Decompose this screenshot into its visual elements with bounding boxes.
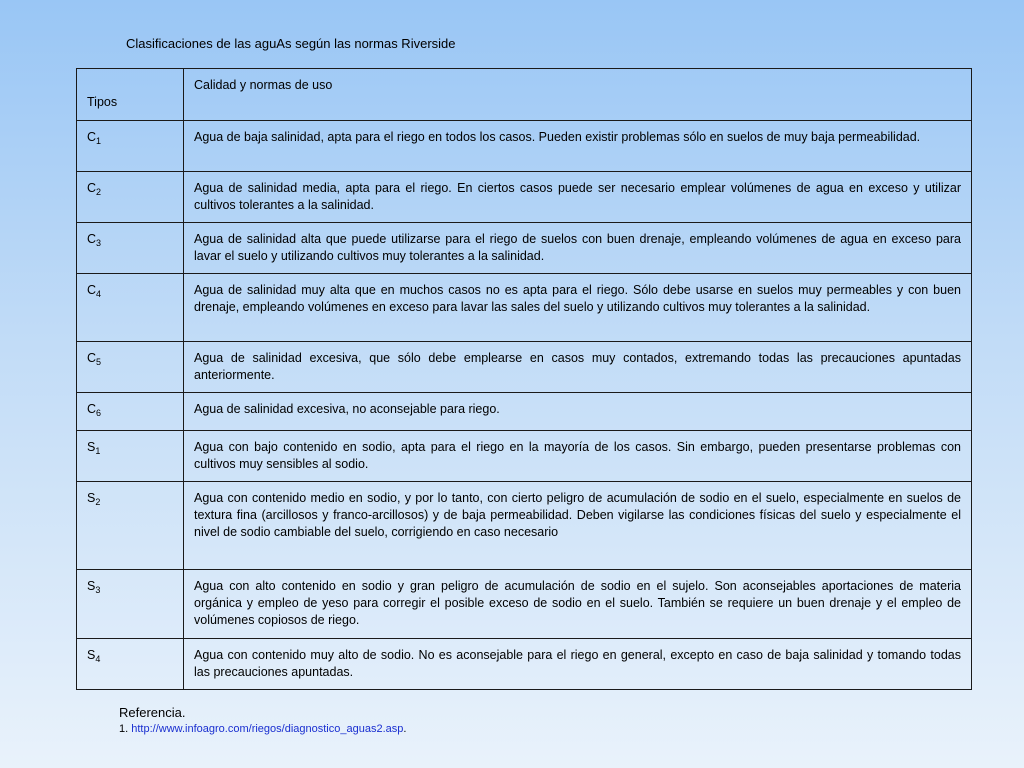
table-row (77, 274, 972, 342)
header-tipos: Tipos (77, 69, 184, 121)
description-cell: Agua de salinidad alta que puede utilizarse para el riego de suelos con buen drenaje, empleando volúmenes de agua en exceso para lavar el suelo y utilizando cultivos muy tolerantes a la salinidad. (184, 223, 972, 274)
table-row (77, 431, 972, 482)
description-cell: Agua con contenido medio en sodio, y por lo tanto, con cierto peligro de acumulación de sodio en el suelo, especialmente en suelos de textura fina (arcillosos y franco-arcillosos) y de baja permeabilidad. Deben vigilarse las condiciones físicas del suelo y especialmente el nivel de sodio cambiable del suelo, corrigiendo en caso necesario (184, 482, 972, 570)
type-cell: $S_2$ (77, 482, 184, 570)
type-cell: $C_4$ (77, 274, 184, 342)
table-header-row (77, 69, 972, 121)
type-cell: $C_1$ (77, 121, 184, 172)
type-cell: $C_3$ (77, 223, 184, 274)
table-row (77, 342, 972, 393)
description-cell: Agua con contenido muy alto de sodio. No es aconsejable para el riego en general, excepto en caso de baja salinidad y tomando todas las precauciones apuntadas. (184, 639, 972, 690)
type-cell: $S_1$ (77, 431, 184, 482)
reference-entry (119, 723, 406, 735)
description-cell: Agua con alto contenido en sodio y gran peligro de acumulación de sodio en el sujelo. Son aconsejables aportaciones de materia orgánica y empleo de yeso para corregir el posible exceso de sodio en el suelo. También se requiere un buen drenaje y el empleo de volúmenes copiosos de riego. (184, 570, 972, 639)
reference-link[interactable]: http://www.infoagro.com/riegos/diagnostico_aguas2.asp (131, 723, 404, 735)
type-cell: $S_3$ (77, 570, 184, 639)
water-classification-table (76, 68, 972, 690)
table-row (77, 393, 972, 431)
page-title: Clasificaciones de las aguAs según las normas Riverside (126, 36, 456, 51)
table-row (77, 223, 972, 274)
description-cell: Agua de salinidad muy alta que en muchos casos no es apta para el riego. Sólo debe usarse en suelos muy permeables y con buen drenaje, empleando volúmenes en exceso para lavar las sales del suelo y utilizando cultivos muy tolerantes a la salinidad. (184, 274, 972, 342)
reference-number: 1. (119, 723, 129, 735)
reference-heading: Referencia. (119, 705, 186, 720)
description-cell: Agua de salinidad excesiva, no aconsejable para riego. (184, 393, 972, 431)
header-calidad: Calidad y normas de uso (184, 69, 972, 121)
type-cell: $C_2$ (77, 172, 184, 223)
type-cell: $S_4$ (77, 639, 184, 690)
description-cell: Agua de baja salinidad, apta para el riego en todos los casos. Pueden existir problemas sólo en suelos de muy baja permeabilidad. (184, 121, 972, 172)
table-row (77, 639, 972, 690)
type-cell: $C_6$ (77, 393, 184, 431)
description-cell: Agua con bajo contenido en sodio, apta para el riego en la mayoría de los casos. Sin embargo, pueden presentarse problemas con cultivos muy sensibles al sodio. (184, 431, 972, 482)
type-cell: $C_5$ (77, 342, 184, 393)
table-row (77, 570, 972, 639)
reference-suffix: . (403, 723, 407, 735)
table-row (77, 172, 972, 223)
table-row (77, 121, 972, 172)
description-cell: Agua de salinidad media, apta para el riego. En ciertos casos puede ser necesario emplear volúmenes de agua en exceso y utilizar cultivos tolerantes a la salinidad. (184, 172, 972, 223)
table-row (77, 482, 972, 570)
description-cell: Agua de salinidad excesiva, que sólo debe emplearse en casos muy contados, extremando todas las precauciones apuntadas anteriormente. (184, 342, 972, 393)
